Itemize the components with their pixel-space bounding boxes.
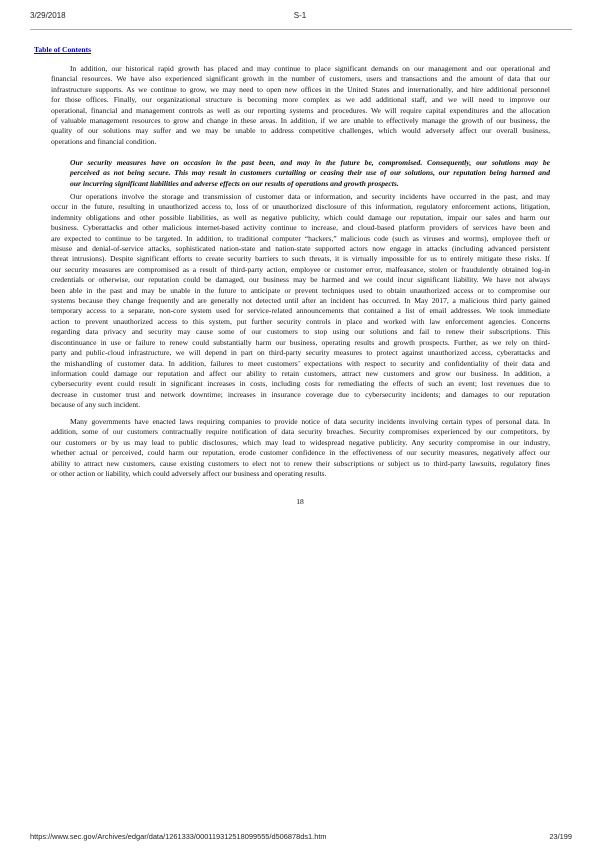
text-line: financial resources. We have also experienced significant growth in the number of customers, users and transactions and the amount of data that our <box>51 74 550 84</box>
text-line: operational, financial and management controls as well as our reporting systems and procedures. We will require capital expenditures and the allocation <box>51 105 550 115</box>
footer-url: https://www.sec.gov/Archives/edgar/data/1261333/000119312518099555/d506878ds1.htm <box>30 832 327 841</box>
print-date: 3/29/2018 <box>30 11 66 20</box>
text-line: our security measures are compromised as a result of third-party action, employee or customer error, malfeasance, stolen or fraudulently obtained log-in <box>51 264 550 274</box>
text-line: because of any such incident. <box>51 400 141 410</box>
text-line: In addition, our historical rapid growth has placed and may continue to place significant demands on our management and our operational and <box>70 64 550 73</box>
footer-page-count: 23/199 <box>549 832 572 841</box>
text-line: systems because they change frequently and are generally not detected until after an incident has occurred. In May 2017, a malicious third party gained <box>51 296 550 306</box>
text-line: temporary access to a separate, non-core system used for service-related announcements that contained a list of email addresses. We took immediate <box>51 306 550 316</box>
text-line: occur in the future, resulting in unauthorized access to, loss of or unauthorized disclosure of this information, regulatory enforcement actions, litigation, <box>51 202 550 212</box>
text-line: our incurring significant liabilities and adverse effects on our results of operations and growth prospects. <box>70 178 399 188</box>
text-line: Our operations involve the storage and transmission of customer data or information, and security incidents have occurred in the past, and may <box>70 192 550 201</box>
text-line: regarding data privacy and security may cause some of our customers to stop using our solutions and fail to renew their subscriptions. This <box>51 327 550 337</box>
header-divider <box>30 29 572 30</box>
paragraph-regulation <box>51 417 550 479</box>
text-line: indemnity obligations and other possible liabilities, as well as negative publicity, which could damage our reputation, impair our sales and harm our <box>51 212 550 222</box>
text-line: our customers or by us may lead to public disclosures, which may lead to widespread negative publicity. Any security compromise in our industry, <box>51 437 550 447</box>
text-line: whether actual or perceived, could harm our reputation, erode customer confidence in the effectiveness of our security measures, negatively affect our <box>51 448 550 458</box>
text-line: perceived as not being secure. This may result in customers curtailing or ceasing their use of our solutions, our reputation being harmed and <box>70 168 550 178</box>
text-line: credentials or otherwise, our reputation could be damaged, our business may be harmed and we could incur significant liability. We have not always <box>51 275 550 285</box>
text-line: threat intrusions). Despite significant efforts to create security barriers to such threats, it is virtually impossible for us to entirely mitigate these risks. If <box>51 254 550 264</box>
text-line: business. Cyberattacks and other malicious internet-based activity continue to increase, and cloud-based platform providers of services have been and <box>51 223 550 233</box>
document-title: S-1 <box>293 11 307 20</box>
text-line: information could damage our reputation and affect our ability to retain customers, attract new customers and grow our business. In addition, a <box>51 368 550 378</box>
text-line: the mishandling of customer data. In addition, failures to meet customers’ expectations with respect to security and confidentiality of their data and <box>51 358 550 368</box>
text-line: discontinuance in use or failure to renew could substantially harm our business, operating results and growth prospects. Further, as we rely on third- <box>51 337 550 347</box>
risk-factor-heading <box>70 158 550 189</box>
paragraph-growth <box>51 64 550 147</box>
page-number: 18 <box>296 497 304 506</box>
text-line: action to prevent unauthorized access to this system, put further security controls in place and worked with law enforcement agencies. Concerns <box>51 316 550 326</box>
text-line: addition, some of our customers contractually require notification of data security breaches. Security compromises experienced by our competitors, by <box>51 427 550 437</box>
table-of-contents-link[interactable]: Table of Contents <box>34 45 92 54</box>
text-line: ability to attract new customers, cause existing customers to elect not to renew their subscriptions or subject us to third-party lawsuits, regulatory fines <box>51 458 550 468</box>
paragraph-security <box>51 192 550 411</box>
text-line: been able in the past and may be unable in the future to anticipate or prevent techniques used to obtain unauthorized access or to compromise our <box>51 285 550 295</box>
text-line: Our security measures have on occasion in the past been, and may in the future be, compromised. Consequently, our solutions may be <box>70 158 550 167</box>
text-line: or other action or liability, which could adversely affect our business and operating results. <box>51 469 327 479</box>
text-line: decrease in customer trust and network downtime; increases in insurance coverage due to cybersecurity incidents; and damages to our reputation <box>51 389 550 399</box>
text-line: are expected to continue to be targeted. In addition, to traditional computer “hackers,” malicious code (such as viruses and worms), employee theft or <box>51 233 550 243</box>
text-line: quality of our solutions may suffer and we may be unable to address competitive challenges, which would adversely affect our overall business, <box>51 126 550 136</box>
text-line: Many governments have enacted laws requiring companies to provide notice of data security incidents involving certain types of personal data. In <box>70 417 550 426</box>
text-line: for those offices. Finally, our organizational structure is becoming more complex as we add additional staff, and we will need to improve our <box>51 95 550 105</box>
text-line: operations and financial condition. <box>51 136 157 146</box>
text-line: of valuable management resources to grow and change in these areas. In addition, if we are unable to effectively manage the growth of our business, the <box>51 116 550 126</box>
text-line: misuse and denial-of-service attacks, sophisticated nation-state and nation-state supported actors now engage in attacks (including advanced persistent <box>51 244 550 254</box>
text-line: party and public-cloud infrastructure, we will depend in part on third-party security measures to protect against unauthorized access, cyberattacks and <box>51 348 550 358</box>
text-line: infrastructure supports. As we continue to grow, we may need to open new offices in the United States and internationally, and hire additional personnel <box>51 84 550 94</box>
text-line: cybersecurity event could result in significant increases in costs, including costs for remediating the effects of such an event; lost revenues due to <box>51 379 550 389</box>
